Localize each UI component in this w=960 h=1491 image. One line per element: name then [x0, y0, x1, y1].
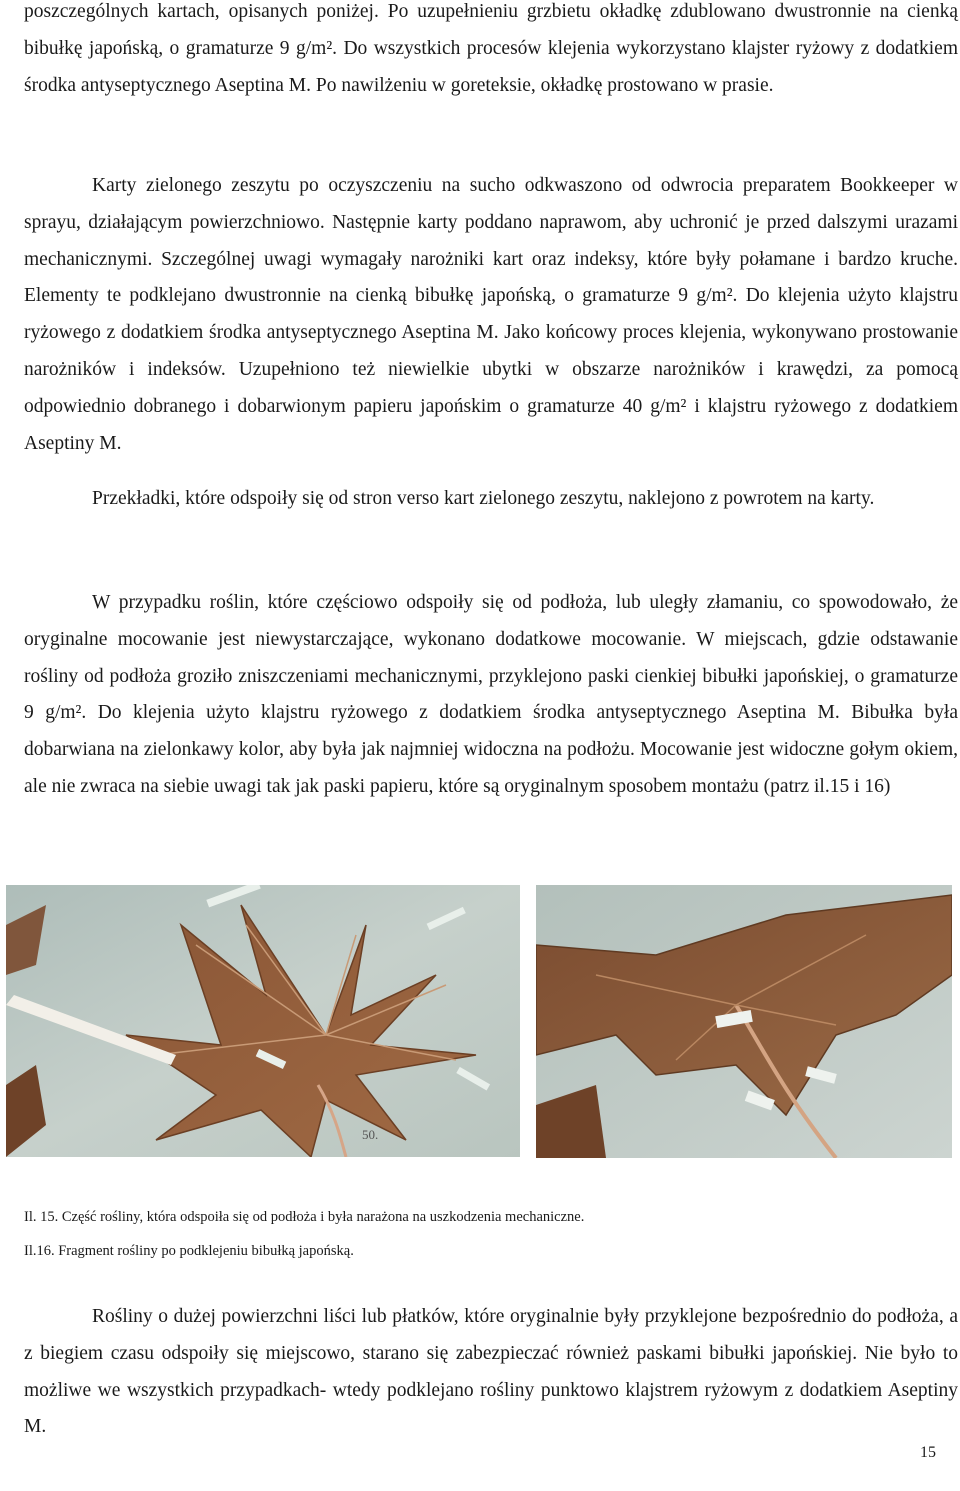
- page-number: 15: [920, 1444, 936, 1461]
- figure-15-caption: Il. 15. Część rośliny, która odspoiła się od podłoża i była narażona na uszkodzenia mechaniczne.: [24, 1209, 585, 1225]
- paragraph-large-leaves: Rośliny o dużej powierzchni liści lub płatków, które oryginalnie były przyklejone bezpośrednio do podłoża, a z biegiem czasu odspoiły się miejscowo, starano się zabezpieczać również paskami bibułki japońskiej. Nie było to możliwe we wszystkich przypadkach- wtedy podklejano rośliny punktowo klajstrem ryżowym z dodatkiem Aseptiny M.: [24, 1306, 958, 1438]
- figure-16-photo: [536, 885, 952, 1158]
- paragraph-interleaves: Przekładki, które odspoiły się od stron verso kart zielonego zeszytu, naklejono z powrotem na karty.: [92, 488, 875, 509]
- specimen-number-label: 50.: [362, 1127, 379, 1142]
- figure-16-caption: Il.16. Fragment rośliny po podklejeniu bibułką japońską.: [24, 1243, 354, 1259]
- paragraph-plant-mounting: W przypadku roślin, które częściowo odspoiły się od podłoża, lub uległy złamaniu, co spowodowało, że oryginalne mocowanie jest niewystarczające, wykonano dodatkowe mocowanie. W miejscach, gdzie odstawanie rośliny od podłoża groziło zniszczeniami mechanicznymi, przyklejono paski cienkiej bibułki japońskiej, o gramaturze 9 g/m². Do klejenia użyto klajstru ryżowego z dodatkiem środka antyseptycznego Aseptina M. Bibułka była dobarwiana na zielonkawy kolor, aby była jak najmniej widoczna na podłożu. Mocowanie jest widoczne gołym okiem, ale nie zwraca na siebie uwagi tak jak paski papieru, które są oryginalnym sposobem montażu (patrz il.15 i 16): [24, 592, 958, 797]
- paragraph-continuation: poszczególnych kartach, opisanych poniżej. Po uzupełnieniu grzbietu okładkę zdublowano dwustronnie na cienką bibułkę japońską, o gramaturze 9 g/m². Do wszystkich procesów klejenia wykorzystano klajster ryżowy z dodatkiem środka antyseptycznego Aseptina M. Po nawilżeniu w goreteksie, okładkę prostowano w prasie.: [24, 1, 958, 96]
- figure-15-photo: [6, 885, 520, 1157]
- paragraph-green-notebook-cards: Karty zielonego zeszytu po oczyszczeniu na sucho odkwaszono od odwrocia preparatem Bookkeeper w sprayu, działającym powierzchniowo. Następnie karty poddano naprawom, aby uchronić je przed dalszymi urazami mechanicznymi. Szczególnej uwagi wymagały narożniki kart oraz indeksy, które były połamane i bardzo kruche. Elementy te podklejano dwustronnie na cienką bibułkę japońską, o gramaturze 9 g/m². Do klejenia użyto klajstru ryżowego z dodatkiem środka antyseptycznego Aseptina M. Jako końcowy proces klejenia, wykonywano prostowanie narożników i indeksów. Uzupełniono też niewielkie ubytki w obszarze narożników i krawędzi, za pomocą odpowiednio dobranego i dobarwionym papieru japońskim o gramaturze 40 g/m² i klajstru ryżowego z dodatkiem Aseptiny M.: [24, 175, 958, 454]
